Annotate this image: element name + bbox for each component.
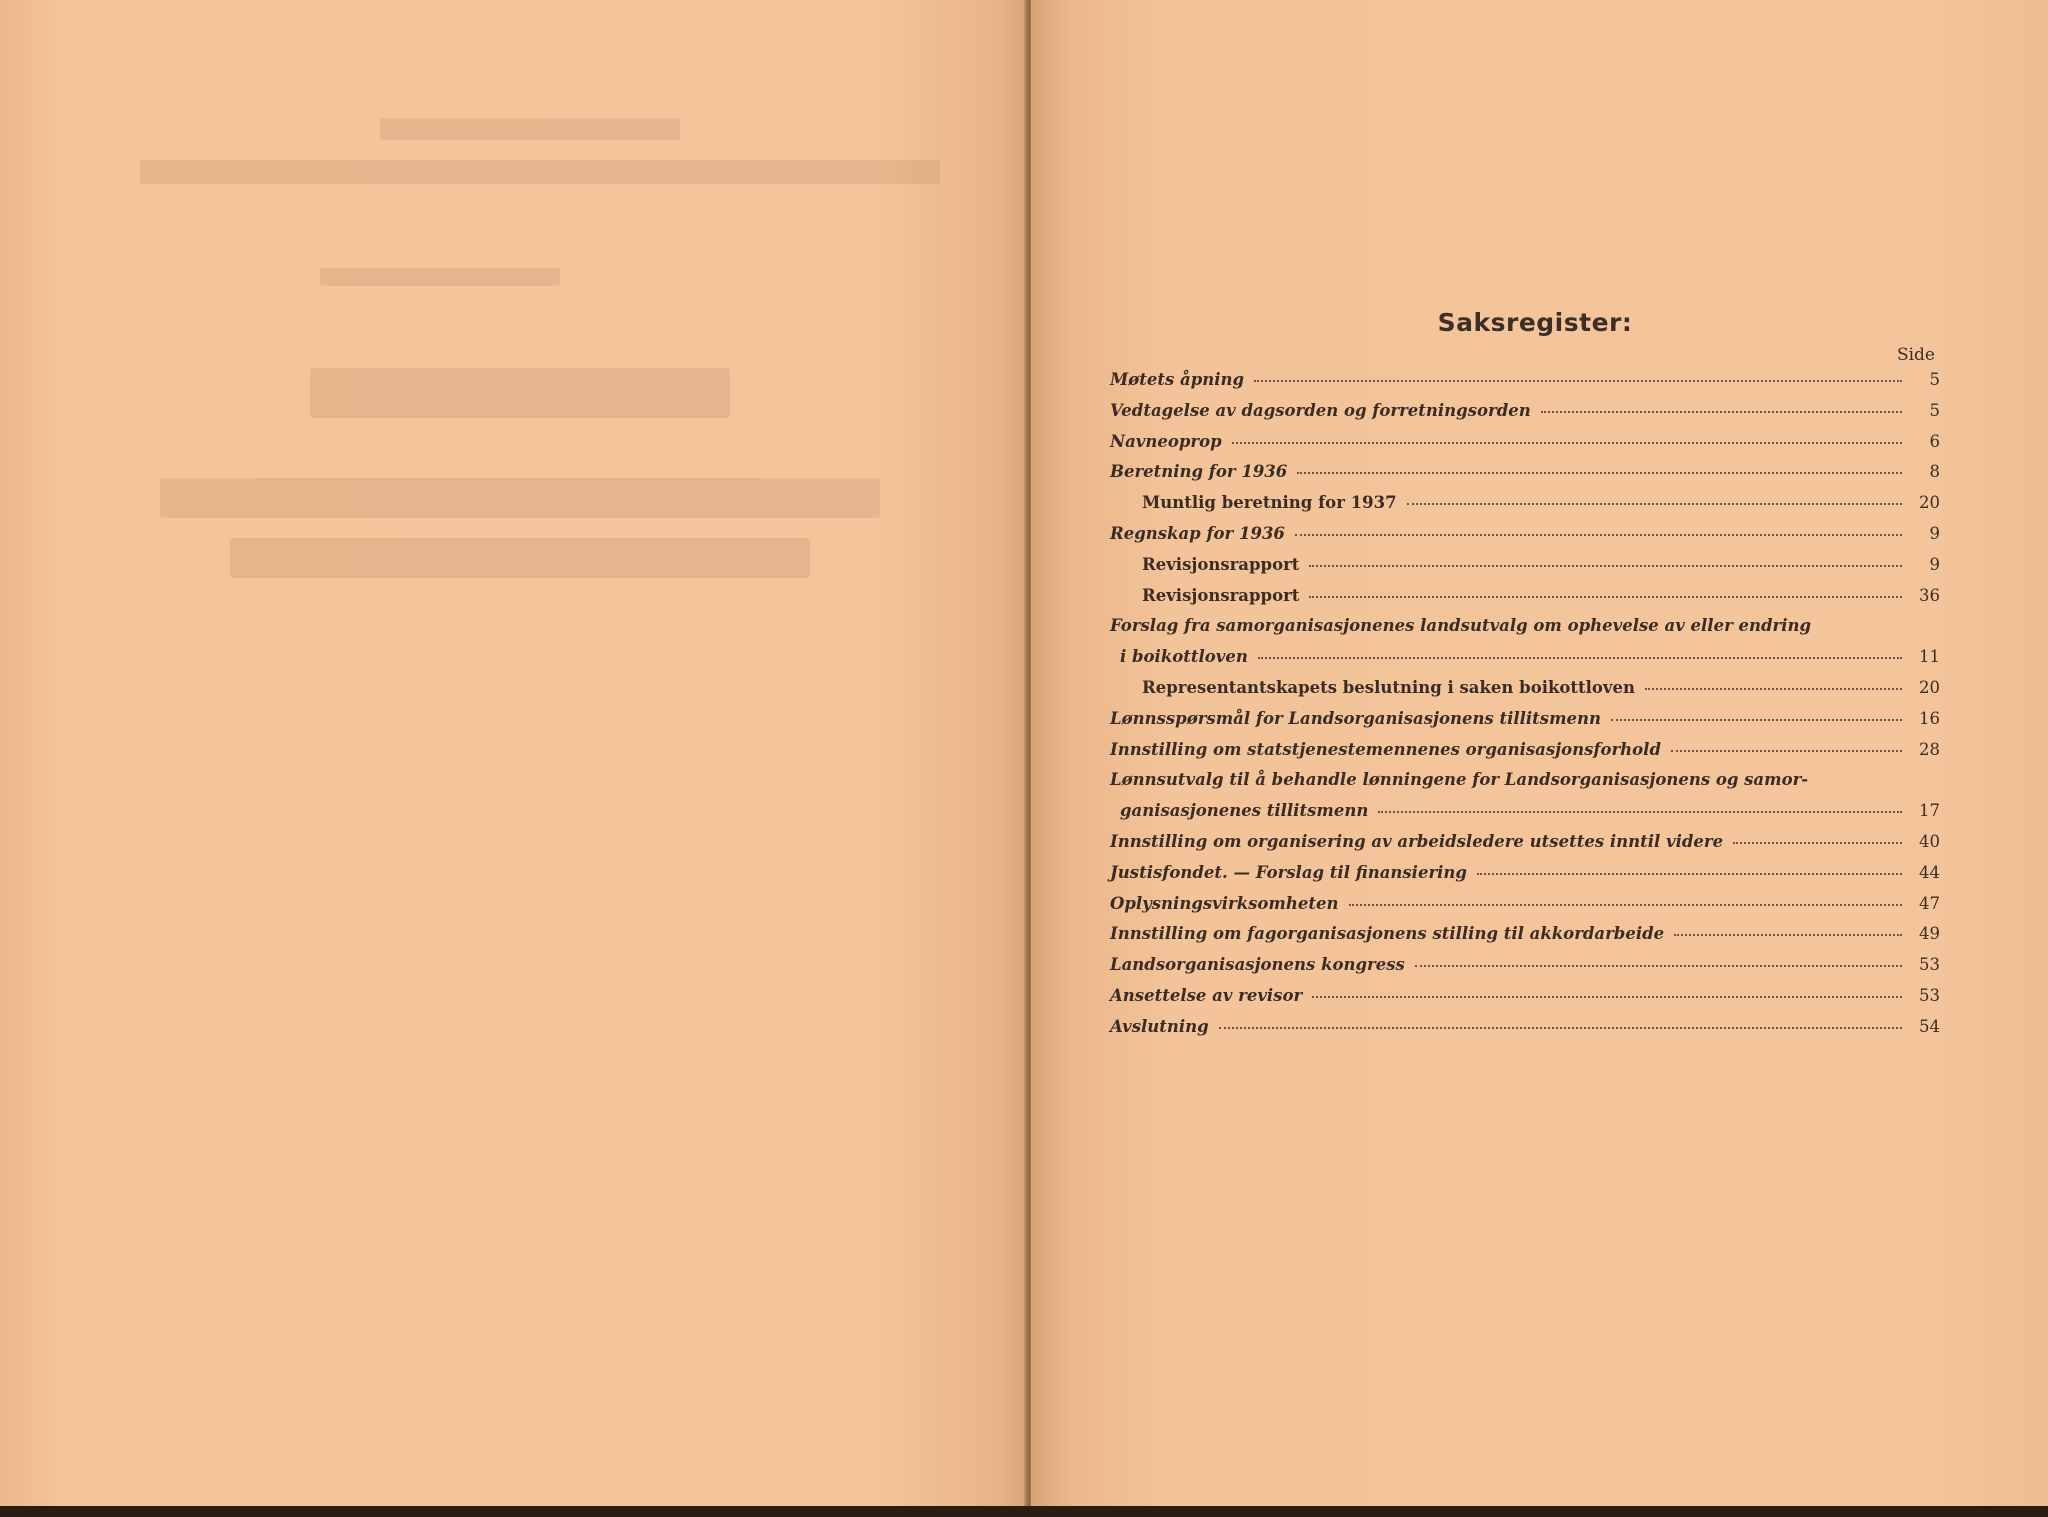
dot-leader — [1611, 718, 1902, 721]
index-entry: Forslag fra samorganisasjonenes landsutvalg om ophevelse av eller endring — [1110, 616, 1812, 636]
dot-leader — [1415, 964, 1902, 967]
index-entry: Beretning for 1936 8 — [1110, 462, 1940, 482]
index-entry: Landsorganisasjonens kongress 53 — [1110, 955, 1940, 975]
index-entry: Innstilling om statstjenestemennenes organisasjonsforhold 28 — [1110, 739, 1940, 759]
index-entry: Ansettelse av revisor 53 — [1110, 985, 1940, 1005]
index-entry: Navneoprop 6 — [1110, 431, 1940, 451]
dot-leader — [1645, 687, 1902, 690]
index-entry: Representantskapets beslutning i saken boikottloven 20 — [1142, 677, 1940, 697]
index-entry: Møtets åpning 5 — [1110, 370, 1940, 389]
scan-bottom-edge — [0, 1506, 2048, 1517]
index-entry: Justisfondet. — Forslag til finansiering 44 — [1110, 862, 1940, 882]
index-entry: Revisjonsrapport 36 — [1142, 585, 1940, 605]
dot-leader — [1378, 810, 1902, 813]
dot-leader — [1407, 502, 1902, 505]
index-entry: Muntlig beretning for 1937 20 — [1142, 493, 1940, 513]
index-title: Saksregister: — [1437, 308, 1633, 337]
dot-leader — [1671, 749, 1902, 752]
index-entry: Lønnsutvalg til å behandle lønningene for Landsorganisasjonens og samor- — [1110, 770, 1809, 790]
index-entry: Innstilling om fagorganisasjonens stilling til akkordarbeide 49 — [1110, 924, 1940, 944]
bleed-through-text — [120, 118, 960, 598]
index-entry: i boikottloven 11 — [1120, 647, 1940, 667]
dot-leader — [1674, 933, 1902, 936]
index-entry: ganisasjonenes tillitsmenn 17 — [1120, 801, 1940, 821]
dot-leader — [1477, 872, 1902, 875]
dot-leader — [1309, 564, 1902, 567]
dot-leader — [1297, 471, 1902, 474]
index-entry: Avslutning 54 — [1110, 1016, 1940, 1036]
dot-leader — [1312, 995, 1902, 998]
index-entry: Vedtagelse av dagsorden og forretningsorden 5 — [1110, 400, 1940, 420]
dot-leader — [1309, 595, 1902, 598]
dot-leader — [1295, 533, 1902, 536]
index-entry: Revisjonsrapport 9 — [1142, 554, 1940, 574]
index-entry: Innstilling om organisering av arbeidsledere utsettes inntil videre 40 — [1110, 831, 1940, 851]
dot-leader — [1733, 841, 1902, 844]
dot-leader — [1232, 441, 1902, 444]
index-entry: Regnskap for 1936 9 — [1110, 523, 1940, 543]
index-entry: Lønnsspørsmål for Landsorganisasjonens tillitsmenn 16 — [1110, 708, 1940, 728]
dot-leader — [1254, 379, 1902, 382]
dot-leader — [1349, 903, 1903, 906]
page-column-label: Side — [1896, 345, 1935, 365]
dot-leader — [1258, 656, 1902, 659]
dot-leader — [1219, 1026, 1902, 1029]
index-entries — [1110, 365, 1940, 1043]
dot-leader — [1541, 410, 1902, 413]
index-entry: Oplysningsvirksomheten 47 — [1110, 893, 1940, 913]
